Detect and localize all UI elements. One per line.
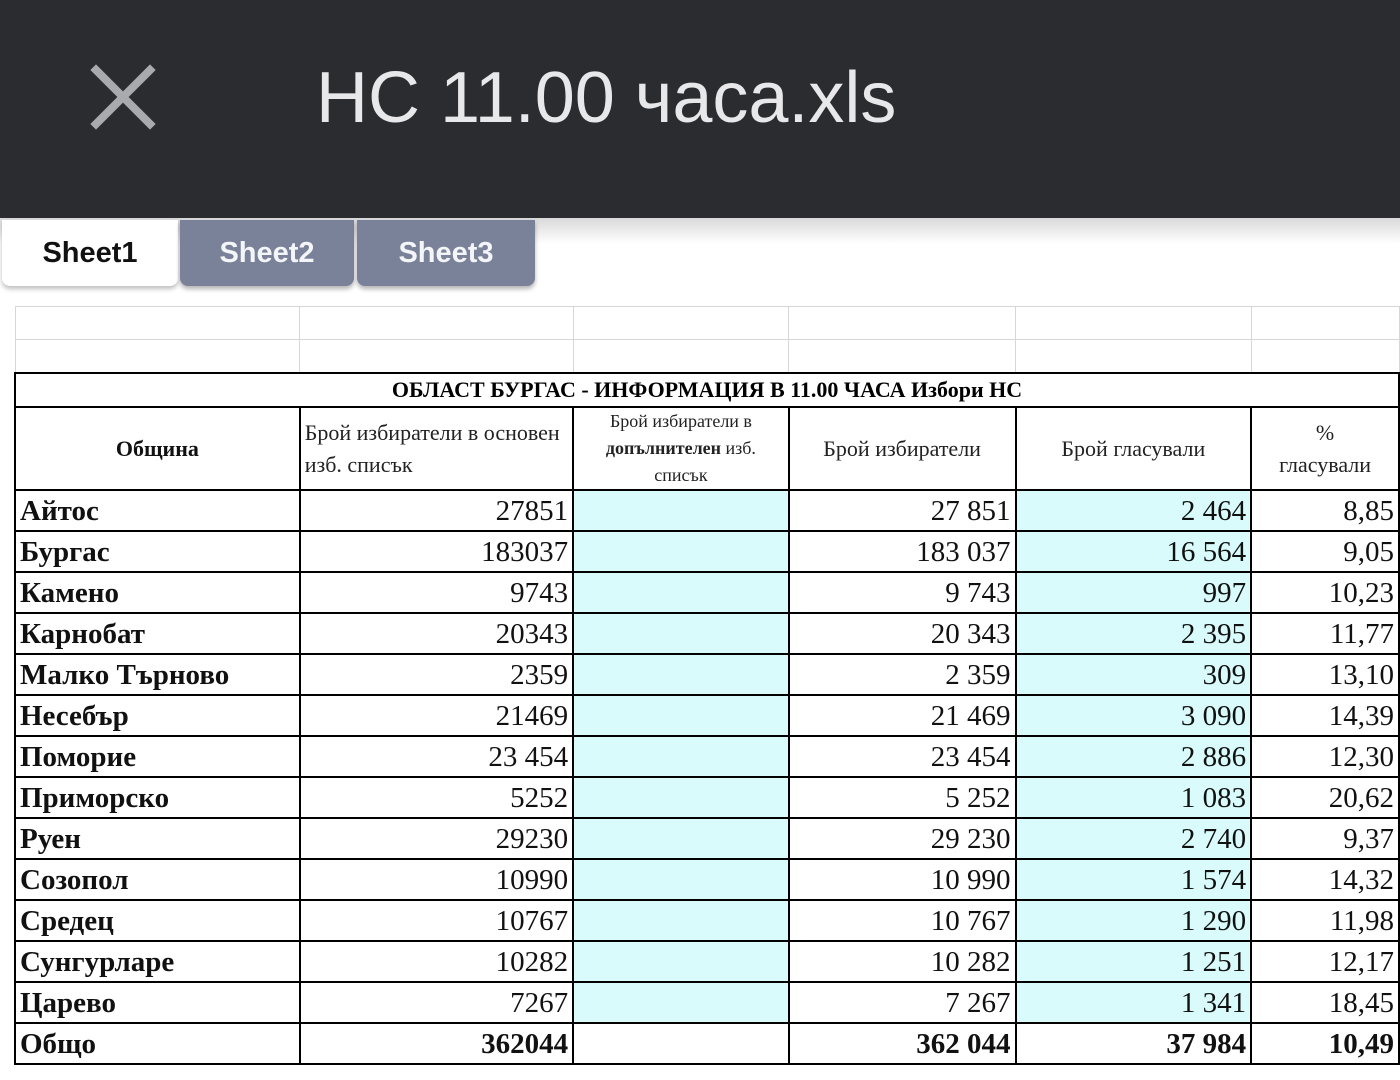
cell-percent[interactable]: 10,23 xyxy=(1251,572,1399,613)
total-row xyxy=(15,1023,1399,1064)
cell-extra-list[interactable] xyxy=(573,859,789,900)
table-row xyxy=(15,736,1399,777)
cell-municipality[interactable]: Бургас xyxy=(15,531,300,572)
header-percent[interactable] xyxy=(1251,407,1399,490)
cell-municipality[interactable]: Общо xyxy=(15,1023,300,1064)
cell-main-list[interactable]: 29230 xyxy=(300,818,573,859)
cell-municipality[interactable]: Сунгурларе xyxy=(15,941,300,982)
header-percent-line2: гласували xyxy=(1279,451,1372,477)
table-row xyxy=(15,654,1399,695)
table-row xyxy=(15,531,1399,572)
cell-municipality[interactable]: Камено xyxy=(15,572,300,613)
header-main-list[interactable]: Брой избиратели в основен изб. списък xyxy=(300,407,573,490)
column-header-row xyxy=(15,407,1399,490)
cell-voters[interactable]: 2 359 xyxy=(789,654,1016,695)
cell-voters[interactable]: 362 044 xyxy=(789,1023,1016,1064)
table-title[interactable]: ОБЛАСТ БУРГАС - ИНФОРМАЦИЯ В 11.00 ЧАСА Избори НС xyxy=(15,373,1399,407)
cell-percent[interactable]: 8,85 xyxy=(1251,490,1399,531)
cell-percent[interactable]: 11,98 xyxy=(1251,900,1399,941)
file-title: НС 11.00 часа.xls xyxy=(316,58,897,138)
cell-extra-list[interactable] xyxy=(573,490,789,531)
cell-municipality[interactable]: Айтос xyxy=(15,490,300,531)
cell-main-list[interactable]: 362044 xyxy=(300,1023,573,1064)
cell-percent[interactable]: 11,77 xyxy=(1251,613,1399,654)
cell-voters[interactable]: 29 230 xyxy=(789,818,1016,859)
cell-municipality[interactable]: Несебър xyxy=(15,695,300,736)
cell-extra-list[interactable] xyxy=(573,572,789,613)
cell-municipality[interactable]: Поморие xyxy=(15,736,300,777)
empty-cell[interactable] xyxy=(300,307,573,340)
cell-percent[interactable]: 9,05 xyxy=(1251,531,1399,572)
empty-cell[interactable] xyxy=(1251,307,1399,340)
cell-percent[interactable]: 12,17 xyxy=(1251,941,1399,982)
cell-municipality[interactable]: Руен xyxy=(15,818,300,859)
cell-main-list[interactable]: 5252 xyxy=(300,777,573,818)
cell-extra-list[interactable] xyxy=(573,736,789,777)
table-row xyxy=(15,818,1399,859)
cell-voters[interactable]: 7 267 xyxy=(789,982,1016,1023)
cell-extra-list[interactable] xyxy=(573,777,789,818)
cell-main-list[interactable]: 20343 xyxy=(300,613,573,654)
cell-voters[interactable]: 5 252 xyxy=(789,777,1016,818)
cell-voted[interactable]: 1 341 xyxy=(1016,982,1252,1023)
cell-extra-list[interactable] xyxy=(573,613,789,654)
cell-municipality[interactable]: Царево xyxy=(15,982,300,1023)
cell-percent[interactable]: 12,30 xyxy=(1251,736,1399,777)
table-row xyxy=(15,695,1399,736)
cell-voted[interactable]: 2 464 xyxy=(1016,490,1252,531)
cell-extra-list[interactable] xyxy=(573,982,789,1023)
tab-sheet1[interactable]: Sheet1 xyxy=(2,220,178,286)
app-toolbar xyxy=(0,0,1400,218)
cell-municipality[interactable]: Приморско xyxy=(15,777,300,818)
cell-voted[interactable]: 37 984 xyxy=(1016,1023,1252,1064)
cell-voters[interactable]: 10 767 xyxy=(789,900,1016,941)
cell-main-list[interactable]: 183037 xyxy=(300,531,573,572)
cell-voters[interactable]: 27 851 xyxy=(789,490,1016,531)
cell-percent[interactable]: 13,10 xyxy=(1251,654,1399,695)
cell-extra-list[interactable] xyxy=(573,531,789,572)
empty-cell[interactable] xyxy=(1251,340,1399,374)
empty-cell[interactable] xyxy=(573,307,789,340)
table-row xyxy=(15,613,1399,654)
empty-cell[interactable] xyxy=(1016,307,1252,340)
cell-municipality[interactable]: Средец xyxy=(15,900,300,941)
empty-cell[interactable] xyxy=(789,307,1016,340)
cell-percent[interactable]: 9,37 xyxy=(1251,818,1399,859)
table-row xyxy=(15,490,1399,531)
cell-voted[interactable]: 1 574 xyxy=(1016,859,1252,900)
table-row xyxy=(15,941,1399,982)
spreadsheet-grid xyxy=(14,306,1400,1065)
table-row xyxy=(15,982,1399,1023)
cell-voters[interactable]: 20 343 xyxy=(789,613,1016,654)
cell-voters[interactable]: 183 037 xyxy=(789,531,1016,572)
empty-cell[interactable] xyxy=(1016,340,1252,374)
empty-cell[interactable] xyxy=(15,340,300,374)
cell-percent[interactable]: 14,32 xyxy=(1251,859,1399,900)
cell-voters[interactable]: 10 990 xyxy=(789,859,1016,900)
header-voters[interactable]: Брой избиратели xyxy=(789,407,1016,490)
header-extra-bold: допълнителен xyxy=(605,438,722,458)
cell-extra-list[interactable] xyxy=(573,941,789,982)
cell-voted[interactable]: 1 251 xyxy=(1016,941,1252,982)
cell-extra-list[interactable] xyxy=(573,900,789,941)
cell-main-list[interactable]: 2359 xyxy=(300,654,573,695)
cell-voted[interactable]: 1 290 xyxy=(1016,900,1252,941)
empty-cell[interactable] xyxy=(573,340,789,374)
empty-row xyxy=(15,340,1399,374)
cell-voted[interactable]: 997 xyxy=(1016,572,1252,613)
cell-voters[interactable]: 21 469 xyxy=(789,695,1016,736)
cell-percent[interactable]: 14,39 xyxy=(1251,695,1399,736)
header-voted[interactable]: Брой гласували xyxy=(1016,407,1252,490)
cell-voted[interactable]: 2 886 xyxy=(1016,736,1252,777)
cell-municipality[interactable]: Созопол xyxy=(15,859,300,900)
cell-voters[interactable]: 9 743 xyxy=(789,572,1016,613)
tab-sheet3[interactable]: Sheet3 xyxy=(357,220,535,286)
cell-voted[interactable]: 16 564 xyxy=(1016,531,1252,572)
cell-main-list[interactable]: 7267 xyxy=(300,982,573,1023)
cell-main-list[interactable]: 10990 xyxy=(300,859,573,900)
cell-main-list[interactable]: 10767 xyxy=(300,900,573,941)
tab-sheet2[interactable]: Sheet2 xyxy=(180,220,354,286)
cell-extra-list[interactable] xyxy=(573,1023,789,1064)
cell-extra-list[interactable] xyxy=(573,818,789,859)
header-extra-suffix-2: списък xyxy=(654,465,708,485)
table-title-row xyxy=(15,373,1399,407)
header-percent-line1: % xyxy=(1315,419,1335,445)
close-button[interactable] xyxy=(88,62,158,132)
empty-row xyxy=(15,307,1399,340)
table-row xyxy=(15,572,1399,613)
cell-main-list[interactable]: 21469 xyxy=(300,695,573,736)
cell-voted[interactable]: 309 xyxy=(1016,654,1252,695)
cell-extra-list[interactable] xyxy=(573,654,789,695)
cell-main-list[interactable]: 23 454 xyxy=(300,736,573,777)
cell-municipality[interactable]: Карнобат xyxy=(15,613,300,654)
table-row xyxy=(15,859,1399,900)
cell-voted[interactable]: 3 090 xyxy=(1016,695,1252,736)
header-extra-suffix-1: изб. xyxy=(725,438,756,458)
cell-percent[interactable]: 10,49 xyxy=(1251,1023,1399,1064)
cell-percent[interactable]: 20,62 xyxy=(1251,777,1399,818)
cell-municipality[interactable]: Малко Търново xyxy=(15,654,300,695)
header-extra-prefix: Брой избиратели в xyxy=(609,411,752,431)
close-icon xyxy=(88,62,158,132)
header-extra-list[interactable] xyxy=(573,407,789,490)
cell-main-list[interactable]: 27851 xyxy=(300,490,573,531)
table-row xyxy=(15,900,1399,941)
empty-cell[interactable] xyxy=(15,307,300,340)
table-row xyxy=(15,777,1399,818)
cell-main-list[interactable]: 9743 xyxy=(300,572,573,613)
cell-voted[interactable]: 1 083 xyxy=(1016,777,1252,818)
cell-percent[interactable]: 18,45 xyxy=(1251,982,1399,1023)
empty-cell[interactable] xyxy=(789,340,1016,374)
empty-cell[interactable] xyxy=(300,340,573,374)
cell-voted[interactable]: 2 395 xyxy=(1016,613,1252,654)
cell-extra-list[interactable] xyxy=(573,695,789,736)
cell-voted[interactable]: 2 740 xyxy=(1016,818,1252,859)
header-municipality[interactable]: Община xyxy=(15,407,300,490)
cell-voters[interactable]: 23 454 xyxy=(789,736,1016,777)
cell-main-list[interactable]: 10282 xyxy=(300,941,573,982)
cell-voters[interactable]: 10 282 xyxy=(789,941,1016,982)
